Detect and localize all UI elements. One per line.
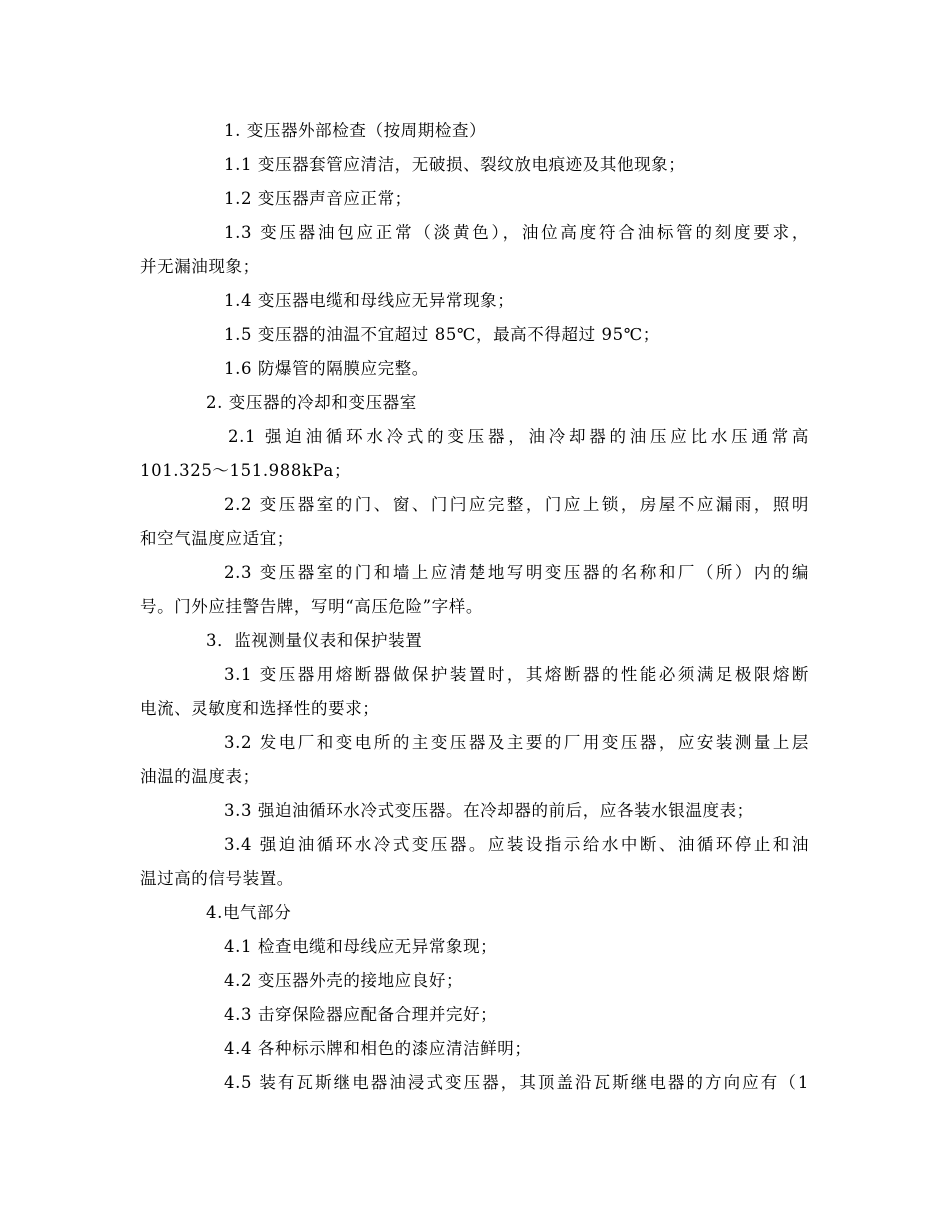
item-3-4-line-1: 3.4 强迫油循环水冷式变压器。应装设指示给水中断、油循环停止和油 [224, 835, 809, 854]
item-3-4-line-2: 温过高的信号装置。 [140, 869, 294, 888]
section-4-heading: 4.电气部分 [206, 903, 292, 922]
item-1-4: 1.4 变压器电缆和母线应无异常现象； [224, 291, 515, 310]
item-3-1-line-2: 电流、灵敏度和选择性的要求； [140, 699, 380, 718]
item-3-3: 3.3 强迫油循环水冷式变压器。在冷却器的前后，应各装水银温度表； [224, 801, 754, 820]
item-1-2: 1.2 变压器声音应正常； [224, 189, 412, 208]
item-4-4: 4.4 各种标示牌和相色的漆应清洁鲜明； [224, 1039, 532, 1058]
section-3-heading: 3．监视测量仪表和保护装置 [206, 631, 423, 650]
item-2-2-line-1: 2.2 变压器室的门、窗、门闩应完整，门应上锁，房屋不应漏雨，照明 [224, 495, 809, 514]
item-2-2-line-2: 和空气温度应适宜； [140, 529, 294, 548]
item-1-5: 1.5 变压器的油温不宜超过 85℃，最高不得超过 95℃； [224, 325, 660, 344]
section-1-heading: 1. 变压器外部检查（按周期检查） [224, 121, 487, 140]
item-4-3: 4.3 击穿保险器应配备合理并完好； [224, 1005, 498, 1024]
item-4-5-line-1: 4.5 装有瓦斯继电器油浸式变压器，其顶盖沿瓦斯继电器的方向应有（1 [224, 1073, 809, 1092]
item-3-1-line-1: 3.1 变压器用熔断器做保护装置时，其熔断器的性能必须满足极限熔断 [224, 665, 809, 684]
item-3-2-line-2: 油温的温度表； [140, 767, 260, 786]
item-1-1: 1.1 变压器套管应清洁，无破损、裂纹放电痕迹及其他现象； [224, 155, 686, 174]
item-4-1: 4.1 检查电缆和母线应无异常象现； [224, 937, 498, 956]
item-3-2-line-1: 3.2 发电厂和变电所的主变压器及主要的厂用变压器，应安装测量上层 [224, 733, 809, 752]
item-2-1-line-1: 2.1 强迫油循环水冷式的变压器，油冷却器的油压应比水压通常高 [228, 427, 809, 446]
section-2-heading: 2. 变压器的冷却和变压器室 [206, 393, 417, 412]
item-1-3-line-2: 并无漏油现象； [140, 257, 260, 276]
item-2-1-line-2: 101.325～151.988kPa； [140, 461, 352, 480]
item-1-3-line-1: 1.3 变压器油包应正常（淡黄色），油位高度符合油标管的刻度要求， [224, 223, 809, 242]
item-2-3-line-2: 号。门外应挂警告牌，写明“高压危险”字样。 [140, 597, 483, 616]
item-4-2: 4.2 变压器外壳的接地应良好； [224, 971, 464, 990]
item-2-3-line-1: 2.3 变压器室的门和墙上应清楚地写明变压器的名称和厂（所）内的编 [224, 563, 809, 582]
item-1-6: 1.6 防爆管的隔膜应完整。 [224, 359, 429, 378]
